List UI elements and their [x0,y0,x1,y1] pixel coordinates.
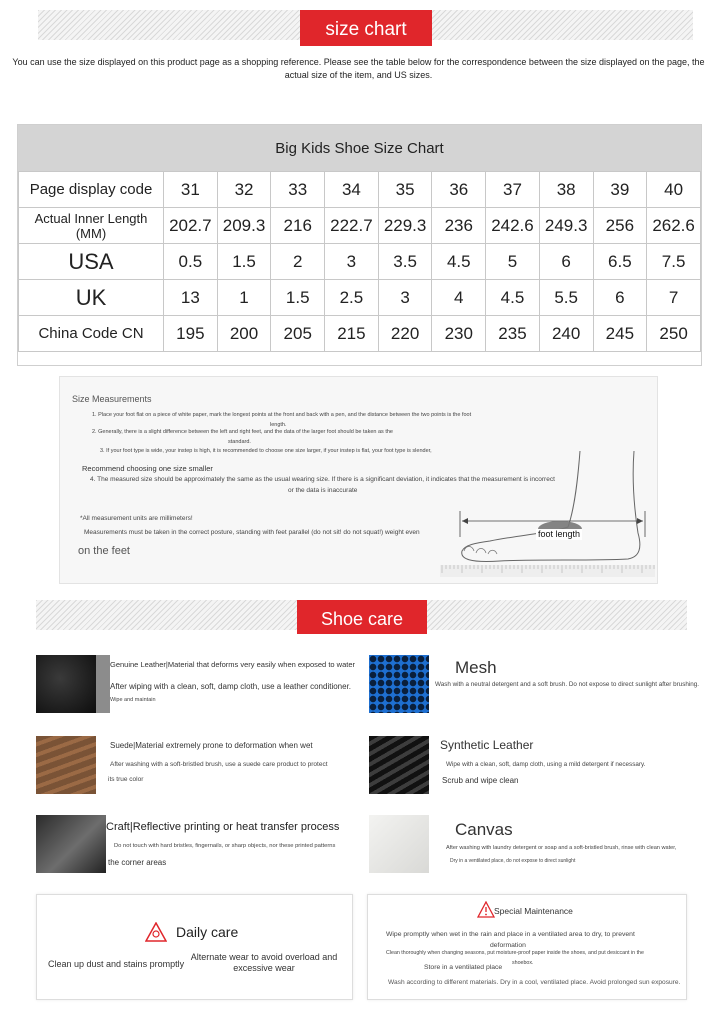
suede-thumb [36,736,96,794]
daily-care-left: Clean up dust and stains promptly [48,959,185,969]
table-cell: 256 [593,208,647,244]
craft-thumb [36,815,106,873]
table-cell: 242.6 [486,208,540,244]
table-cell: 1.5 [217,244,271,280]
craft-line-2: the corner areas [108,858,167,867]
table-cell: 37 [486,172,540,208]
daily-care-right: Alternate wear to avoid overload and excessive wear [190,952,338,973]
measure-note-1: *All measurement units are millimeters! [80,515,193,522]
intro-text: You can use the size displayed on this product page as a shopping reference. Please see the table below for the correspondence between the size displayed on the page, the actual size of the item, and US sizes. [12,57,705,80]
special-line-1b: deformation [490,942,526,949]
suede-line-2: its true color [108,776,144,783]
table-cell: 38 [539,172,593,208]
shoe-care-title: Shoe care [297,600,427,634]
table-cell: 39 [593,172,647,208]
special-line-2b: shoebox. [512,960,534,966]
table-cell: 220 [378,316,432,352]
row-header: Page display code [19,172,164,208]
table-cell: 245 [593,316,647,352]
special-line-2: Clean thoroughly when changing seasons, put moisture-proof paper inside the shoes, and put desiccant in the [386,950,644,956]
table-cell: 6 [593,280,647,316]
size-table-card [17,124,702,366]
table-cell: 33 [271,172,325,208]
table-row [19,280,701,316]
table-row [19,172,701,208]
special-title: Special Maintenance [494,906,573,916]
table-cell: 3.5 [378,244,432,280]
table-cell: 249.3 [539,208,593,244]
foot-illustration [440,437,655,582]
table-cell: 4 [432,280,486,316]
table-cell: 209.3 [217,208,271,244]
table-cell: 13 [164,280,218,316]
foot-length-label: foot length [538,529,581,539]
table-cell: 216 [271,208,325,244]
table-cell: 40 [647,172,701,208]
table-cell: 229.3 [378,208,432,244]
special-line-3: Store in a ventilated place [424,964,503,971]
table-cell: 200 [217,316,271,352]
canvas-line-2: Dry in a ventilated place, do not expose to direct sunlight [450,858,576,864]
table-cell: 5 [486,244,540,280]
synthetic-line-2: Scrub and wipe clean [442,776,519,785]
craft-title: Craft|Reflective printing or heat transfer process [106,821,340,833]
table-cell: 236 [432,208,486,244]
table-cell: 34 [325,172,379,208]
table-row [19,208,701,244]
row-header: USA [19,244,164,280]
synthetic-title: Synthetic Leather [440,738,534,752]
row-header: Actual Inner Length (MM) [19,208,164,244]
leather-thumb-2 [96,655,110,713]
table-cell: 35 [378,172,432,208]
table-cell: 240 [539,316,593,352]
measure-step-4: 4. The measured size should be approximately the same as the usual wearing size. If there is a significant deviation, it indicates that the measurement is incorrect [90,476,555,483]
leather-line-1: After wiping with a clean, soft, damp cloth, use a leather conditioner. [110,682,352,691]
special-line-1: Wipe promptly when wet in the rain and place in a ventilated area to dry, to prevent [386,931,635,938]
measure-step-3: 3. If your foot type is wide, your instep is high, it is recommended to choose one size larger, if your instep is flat, your foot type is slender, [100,448,432,454]
table-cell: 215 [325,316,379,352]
measure-step-4b: or the data is inaccurate [288,487,358,494]
table-cell: 3 [325,244,379,280]
measure-title: Size Measurements [72,394,152,404]
measure-step-2b: standard. [228,439,251,445]
table-cell: 0.5 [164,244,218,280]
table-cell: 235 [486,316,540,352]
table-cell: 3 [378,280,432,316]
table-cell: 1.5 [271,280,325,316]
table-cell: 230 [432,316,486,352]
table-cell: 36 [432,172,486,208]
table-cell: 6.5 [593,244,647,280]
row-header: UK [19,280,164,316]
canvas-line-1: After washing with laundry detergent or soap and a soft-bristled brush, rinse with clean water, [446,845,677,851]
table-cell: 4.5 [432,244,486,280]
table-cell: 7 [647,280,701,316]
table-cell: 2 [271,244,325,280]
leather-thumb [36,655,96,713]
measure-step-1b: length. [270,422,287,428]
size-table-title: Big Kids Shoe Size Chart [18,125,701,171]
special-line-4: Wash according to different materials. Dry in a cool, ventilated place. Avoid prolonged sun exposure. [388,979,681,986]
table-cell: 4.5 [486,280,540,316]
synthetic-thumb [369,736,429,794]
mesh-title: Mesh [455,658,497,677]
craft-line-1: Do not touch with hard bristles, fingernails, or sharp objects, nor these printed patterns [114,843,336,849]
table-cell: 195 [164,316,218,352]
daily-care-card [36,894,353,1000]
table-cell: 2.5 [325,280,379,316]
table-cell: 1 [217,280,271,316]
table-cell: 5.5 [539,280,593,316]
leather-title: Genuine Leather|Material that deforms very easily when exposed to water [110,660,355,669]
measurement-card [59,376,658,584]
canvas-thumb [369,815,429,873]
table-cell: 250 [647,316,701,352]
measure-note-3: on the feet [78,545,130,557]
table-cell: 7.5 [647,244,701,280]
canvas-title: Canvas [455,820,513,839]
table-cell: 205 [271,316,325,352]
suede-line-1: After washing with a soft-bristled brush, use a suede care product to protect [110,761,328,768]
measure-step-3b: Recommend choosing one size smaller [82,464,213,473]
measure-step-1: 1. Place your foot flat on a piece of white paper, mark the longest points at the front and back with a pen, and the distance between the two points is the foot [92,412,472,418]
table-cell: 202.7 [164,208,218,244]
mesh-line-1: Wash with a neutral detergent and a soft brush. Do not expose to direct sunlight after brushing. [435,681,700,688]
measure-note-2: Measurements must be taken in the correct posture, standing with feet parallel (do not sit! do not squat!) weight even [84,529,420,536]
leather-line-2: Wipe and maintain [110,697,156,703]
table-row [19,316,701,352]
table-cell: 6 [539,244,593,280]
table-cell: 262.6 [647,208,701,244]
table-cell: 31 [164,172,218,208]
special-warning-icon [477,901,495,918]
mesh-thumb [369,655,429,713]
row-header: China Code CN [19,316,164,352]
measure-step-2: 2. Generally, there is a slight difference between the left and right feet, and the data of the larger foot should be taken as the [92,429,393,435]
daily-care-title: Daily care [176,924,239,940]
size-chart-title: size chart [300,10,432,46]
table-cell: 222.7 [325,208,379,244]
table-cell: 32 [217,172,271,208]
suede-title: Suede|Material extremely prone to deformation when wet [110,741,313,750]
synthetic-line-1: Wipe with a clean, soft, damp cloth, using a mild detergent if necessary. [446,761,646,768]
warning-icon [145,922,167,942]
table-row [19,244,701,280]
size-table [18,171,701,352]
